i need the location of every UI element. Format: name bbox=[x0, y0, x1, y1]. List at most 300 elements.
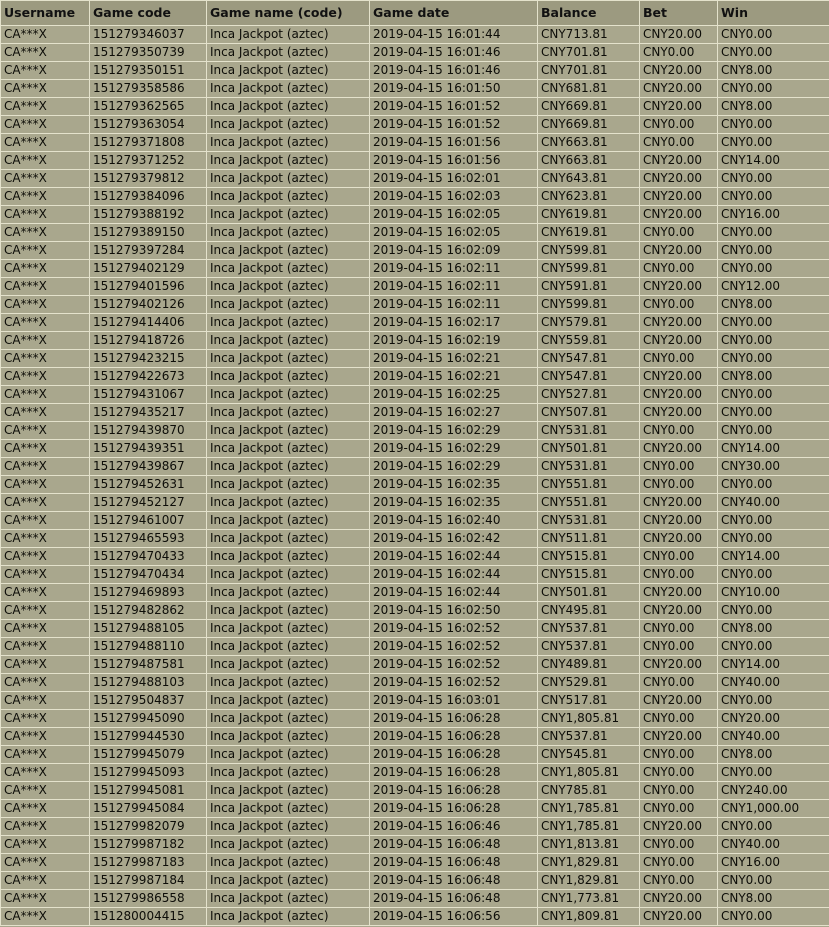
game-name-cell: Inca Jackpot (aztec) bbox=[207, 116, 370, 134]
game-code-cell: 151279482862 bbox=[90, 602, 207, 620]
balance-cell: CNY489.81 bbox=[538, 656, 640, 674]
bet-cell: CNY20.00 bbox=[640, 440, 718, 458]
game-code-cell: 151279986558 bbox=[90, 890, 207, 908]
game-name-cell: Inca Jackpot (aztec) bbox=[207, 476, 370, 494]
game-code-cell: 151279435217 bbox=[90, 404, 207, 422]
game-code-cell: 151279469893 bbox=[90, 584, 207, 602]
game-date-cell: 2019-04-15 16:06:28 bbox=[370, 782, 538, 800]
table-row bbox=[1, 836, 829, 854]
game-date-cell: 2019-04-15 16:02:05 bbox=[370, 224, 538, 242]
win-cell: CNY14.00 bbox=[718, 548, 829, 566]
username-cell: CA***X bbox=[1, 152, 90, 170]
game-name-cell: Inca Jackpot (aztec) bbox=[207, 98, 370, 116]
win-cell: CNY0.00 bbox=[718, 422, 829, 440]
balance-cell: CNY515.81 bbox=[538, 566, 640, 584]
game-date-cell: 2019-04-15 16:02:50 bbox=[370, 602, 538, 620]
game-code-cell: 151279944530 bbox=[90, 728, 207, 746]
game-code-cell: 151279987182 bbox=[90, 836, 207, 854]
win-cell: CNY0.00 bbox=[718, 134, 829, 152]
game-code-cell: 151279350151 bbox=[90, 62, 207, 80]
bet-cell: CNY0.00 bbox=[640, 422, 718, 440]
bet-cell: CNY20.00 bbox=[640, 386, 718, 404]
game-code-cell: 151279389150 bbox=[90, 224, 207, 242]
game-date-cell: 2019-04-15 16:02:40 bbox=[370, 512, 538, 530]
game-name-cell: Inca Jackpot (aztec) bbox=[207, 440, 370, 458]
game-name-cell: Inca Jackpot (aztec) bbox=[207, 242, 370, 260]
game-name-cell: Inca Jackpot (aztec) bbox=[207, 512, 370, 530]
win-cell: CNY0.00 bbox=[718, 530, 829, 548]
bet-cell: CNY0.00 bbox=[640, 836, 718, 854]
win-cell: CNY0.00 bbox=[718, 332, 829, 350]
username-cell: CA***X bbox=[1, 170, 90, 188]
win-cell: CNY20.00 bbox=[718, 710, 829, 728]
game-name-cell: Inca Jackpot (aztec) bbox=[207, 134, 370, 152]
game-code-cell: 151279945084 bbox=[90, 800, 207, 818]
username-cell: CA***X bbox=[1, 494, 90, 512]
table-row bbox=[1, 908, 829, 926]
username-cell: CA***X bbox=[1, 314, 90, 332]
game-code-cell: 151279439351 bbox=[90, 440, 207, 458]
username-cell: CA***X bbox=[1, 530, 90, 548]
username-cell: CA***X bbox=[1, 224, 90, 242]
username-cell: CA***X bbox=[1, 296, 90, 314]
game-code-cell: 151279350739 bbox=[90, 44, 207, 62]
column-header-username: Username bbox=[1, 1, 90, 26]
bet-cell: CNY0.00 bbox=[640, 710, 718, 728]
username-cell: CA***X bbox=[1, 476, 90, 494]
bet-cell: CNY0.00 bbox=[640, 224, 718, 242]
game-code-cell: 151279488105 bbox=[90, 620, 207, 638]
game-code-cell: 151279418726 bbox=[90, 332, 207, 350]
table-row bbox=[1, 638, 829, 656]
win-cell: CNY8.00 bbox=[718, 368, 829, 386]
win-cell: CNY0.00 bbox=[718, 386, 829, 404]
game-date-cell: 2019-04-15 16:06:56 bbox=[370, 908, 538, 926]
game-date-cell: 2019-04-15 16:02:27 bbox=[370, 404, 538, 422]
username-cell: CA***X bbox=[1, 278, 90, 296]
table-row bbox=[1, 764, 829, 782]
username-cell: CA***X bbox=[1, 116, 90, 134]
game-code-cell: 151279358586 bbox=[90, 80, 207, 98]
username-cell: CA***X bbox=[1, 620, 90, 638]
bet-cell: CNY20.00 bbox=[640, 278, 718, 296]
table-row bbox=[1, 296, 829, 314]
win-cell: CNY0.00 bbox=[718, 764, 829, 782]
game-name-cell: Inca Jackpot (aztec) bbox=[207, 872, 370, 890]
game-date-cell: 2019-04-15 16:02:29 bbox=[370, 422, 538, 440]
balance-cell: CNY1,829.81 bbox=[538, 872, 640, 890]
game-name-cell: Inca Jackpot (aztec) bbox=[207, 188, 370, 206]
bet-cell: CNY0.00 bbox=[640, 548, 718, 566]
bet-cell: CNY20.00 bbox=[640, 728, 718, 746]
username-cell: CA***X bbox=[1, 242, 90, 260]
game-code-cell: 151280004415 bbox=[90, 908, 207, 926]
win-cell: CNY8.00 bbox=[718, 296, 829, 314]
win-cell: CNY0.00 bbox=[718, 818, 829, 836]
table-row bbox=[1, 854, 829, 872]
win-cell: CNY0.00 bbox=[718, 116, 829, 134]
balance-cell: CNY701.81 bbox=[538, 44, 640, 62]
bet-cell: CNY0.00 bbox=[640, 674, 718, 692]
game-date-cell: 2019-04-15 16:02:35 bbox=[370, 494, 538, 512]
table-row bbox=[1, 188, 829, 206]
win-cell: CNY12.00 bbox=[718, 278, 829, 296]
username-cell: CA***X bbox=[1, 674, 90, 692]
game-name-cell: Inca Jackpot (aztec) bbox=[207, 692, 370, 710]
username-cell: CA***X bbox=[1, 638, 90, 656]
game-name-cell: Inca Jackpot (aztec) bbox=[207, 332, 370, 350]
win-cell: CNY40.00 bbox=[718, 728, 829, 746]
table-row bbox=[1, 224, 829, 242]
bet-cell: CNY20.00 bbox=[640, 152, 718, 170]
game-name-cell: Inca Jackpot (aztec) bbox=[207, 44, 370, 62]
table-row bbox=[1, 800, 829, 818]
win-cell: CNY0.00 bbox=[718, 260, 829, 278]
game-code-cell: 151279945090 bbox=[90, 710, 207, 728]
bet-cell: CNY20.00 bbox=[640, 656, 718, 674]
balance-cell: CNY619.81 bbox=[538, 224, 640, 242]
game-date-cell: 2019-04-15 16:06:48 bbox=[370, 854, 538, 872]
username-cell: CA***X bbox=[1, 818, 90, 836]
game-code-cell: 151279388192 bbox=[90, 206, 207, 224]
balance-cell: CNY579.81 bbox=[538, 314, 640, 332]
win-cell: CNY30.00 bbox=[718, 458, 829, 476]
game-code-cell: 151279465593 bbox=[90, 530, 207, 548]
username-cell: CA***X bbox=[1, 692, 90, 710]
table-row bbox=[1, 530, 829, 548]
username-cell: CA***X bbox=[1, 260, 90, 278]
balance-cell: CNY663.81 bbox=[538, 152, 640, 170]
game-name-cell: Inca Jackpot (aztec) bbox=[207, 710, 370, 728]
bet-cell: CNY20.00 bbox=[640, 206, 718, 224]
game-date-cell: 2019-04-15 16:06:48 bbox=[370, 890, 538, 908]
bet-cell: CNY20.00 bbox=[640, 584, 718, 602]
table-row bbox=[1, 692, 829, 710]
game-code-cell: 151279488103 bbox=[90, 674, 207, 692]
game-name-cell: Inca Jackpot (aztec) bbox=[207, 314, 370, 332]
game-name-cell: Inca Jackpot (aztec) bbox=[207, 260, 370, 278]
username-cell: CA***X bbox=[1, 134, 90, 152]
game-date-cell: 2019-04-15 16:02:21 bbox=[370, 350, 538, 368]
balance-cell: CNY599.81 bbox=[538, 242, 640, 260]
username-cell: CA***X bbox=[1, 440, 90, 458]
game-date-cell: 2019-04-15 16:02:25 bbox=[370, 386, 538, 404]
win-cell: CNY0.00 bbox=[718, 242, 829, 260]
table-row bbox=[1, 440, 829, 458]
win-cell: CNY8.00 bbox=[718, 746, 829, 764]
win-cell: CNY8.00 bbox=[718, 620, 829, 638]
game-name-cell: Inca Jackpot (aztec) bbox=[207, 728, 370, 746]
balance-cell: CNY619.81 bbox=[538, 206, 640, 224]
game-date-cell: 2019-04-15 16:06:28 bbox=[370, 800, 538, 818]
table-row bbox=[1, 620, 829, 638]
table-row bbox=[1, 260, 829, 278]
balance-cell: CNY531.81 bbox=[538, 422, 640, 440]
bet-cell: CNY20.00 bbox=[640, 512, 718, 530]
balance-cell: CNY785.81 bbox=[538, 782, 640, 800]
bet-cell: CNY20.00 bbox=[640, 818, 718, 836]
username-cell: CA***X bbox=[1, 872, 90, 890]
game-code-cell: 151279402129 bbox=[90, 260, 207, 278]
game-name-cell: Inca Jackpot (aztec) bbox=[207, 836, 370, 854]
balance-cell: CNY1,805.81 bbox=[538, 764, 640, 782]
header-row bbox=[1, 1, 829, 26]
game-date-cell: 2019-04-15 16:01:52 bbox=[370, 116, 538, 134]
bet-cell: CNY0.00 bbox=[640, 134, 718, 152]
column-header-game-code: Game code bbox=[90, 1, 207, 26]
username-cell: CA***X bbox=[1, 908, 90, 926]
table-row bbox=[1, 278, 829, 296]
table-row bbox=[1, 404, 829, 422]
bet-cell: CNY0.00 bbox=[640, 764, 718, 782]
win-cell: CNY0.00 bbox=[718, 908, 829, 926]
balance-cell: CNY591.81 bbox=[538, 278, 640, 296]
game-name-cell: Inca Jackpot (aztec) bbox=[207, 368, 370, 386]
game-date-cell: 2019-04-15 16:06:48 bbox=[370, 836, 538, 854]
bet-cell: CNY20.00 bbox=[640, 98, 718, 116]
game-name-cell: Inca Jackpot (aztec) bbox=[207, 656, 370, 674]
username-cell: CA***X bbox=[1, 404, 90, 422]
balance-cell: CNY545.81 bbox=[538, 746, 640, 764]
username-cell: CA***X bbox=[1, 836, 90, 854]
balance-cell: CNY599.81 bbox=[538, 260, 640, 278]
game-date-cell: 2019-04-15 16:02:21 bbox=[370, 368, 538, 386]
win-cell: CNY0.00 bbox=[718, 872, 829, 890]
game-code-cell: 151279402126 bbox=[90, 296, 207, 314]
bet-cell: CNY0.00 bbox=[640, 476, 718, 494]
game-name-cell: Inca Jackpot (aztec) bbox=[207, 80, 370, 98]
bet-cell: CNY20.00 bbox=[640, 332, 718, 350]
game-code-cell: 151279504837 bbox=[90, 692, 207, 710]
game-date-cell: 2019-04-15 16:01:46 bbox=[370, 44, 538, 62]
game-code-cell: 151279397284 bbox=[90, 242, 207, 260]
game-date-cell: 2019-04-15 16:02:29 bbox=[370, 458, 538, 476]
table-row bbox=[1, 242, 829, 260]
balance-cell: CNY1,829.81 bbox=[538, 854, 640, 872]
game-code-cell: 151279423215 bbox=[90, 350, 207, 368]
bet-cell: CNY0.00 bbox=[640, 854, 718, 872]
balance-cell: CNY1,813.81 bbox=[538, 836, 640, 854]
game-name-cell: Inca Jackpot (aztec) bbox=[207, 764, 370, 782]
table-row bbox=[1, 656, 829, 674]
table-row bbox=[1, 368, 829, 386]
username-cell: CA***X bbox=[1, 800, 90, 818]
game-code-cell: 151279414406 bbox=[90, 314, 207, 332]
game-name-cell: Inca Jackpot (aztec) bbox=[207, 818, 370, 836]
table-row bbox=[1, 350, 829, 368]
table-row bbox=[1, 80, 829, 98]
game-name-cell: Inca Jackpot (aztec) bbox=[207, 170, 370, 188]
win-cell: CNY8.00 bbox=[718, 98, 829, 116]
win-cell: CNY8.00 bbox=[718, 890, 829, 908]
table-row bbox=[1, 602, 829, 620]
game-code-cell: 151279371252 bbox=[90, 152, 207, 170]
table-row bbox=[1, 422, 829, 440]
username-cell: CA***X bbox=[1, 602, 90, 620]
table-row bbox=[1, 566, 829, 584]
username-cell: CA***X bbox=[1, 80, 90, 98]
game-name-cell: Inca Jackpot (aztec) bbox=[207, 422, 370, 440]
balance-cell: CNY1,785.81 bbox=[538, 818, 640, 836]
game-code-cell: 151279439867 bbox=[90, 458, 207, 476]
bet-cell: CNY20.00 bbox=[640, 170, 718, 188]
game-code-cell: 151279945093 bbox=[90, 764, 207, 782]
column-header-game-name: Game name (code) bbox=[207, 1, 370, 26]
table-row bbox=[1, 98, 829, 116]
bet-cell: CNY20.00 bbox=[640, 494, 718, 512]
game-name-cell: Inca Jackpot (aztec) bbox=[207, 584, 370, 602]
game-name-cell: Inca Jackpot (aztec) bbox=[207, 854, 370, 872]
table-row bbox=[1, 314, 829, 332]
game-date-cell: 2019-04-15 16:02:17 bbox=[370, 314, 538, 332]
username-cell: CA***X bbox=[1, 710, 90, 728]
win-cell: CNY14.00 bbox=[718, 152, 829, 170]
table-row bbox=[1, 62, 829, 80]
game-code-cell: 151279487581 bbox=[90, 656, 207, 674]
game-name-cell: Inca Jackpot (aztec) bbox=[207, 62, 370, 80]
table-header bbox=[1, 1, 829, 26]
game-name-cell: Inca Jackpot (aztec) bbox=[207, 26, 370, 44]
win-cell: CNY0.00 bbox=[718, 512, 829, 530]
username-cell: CA***X bbox=[1, 728, 90, 746]
game-code-cell: 151279384096 bbox=[90, 188, 207, 206]
game-date-cell: 2019-04-15 16:02:52 bbox=[370, 638, 538, 656]
balance-cell: CNY515.81 bbox=[538, 548, 640, 566]
game-name-cell: Inca Jackpot (aztec) bbox=[207, 530, 370, 548]
balance-cell: CNY599.81 bbox=[538, 296, 640, 314]
game-code-cell: 151279346037 bbox=[90, 26, 207, 44]
win-cell: CNY14.00 bbox=[718, 656, 829, 674]
game-name-cell: Inca Jackpot (aztec) bbox=[207, 350, 370, 368]
win-cell: CNY0.00 bbox=[718, 224, 829, 242]
balance-cell: CNY511.81 bbox=[538, 530, 640, 548]
bet-cell: CNY0.00 bbox=[640, 620, 718, 638]
table-row bbox=[1, 206, 829, 224]
bet-cell: CNY0.00 bbox=[640, 566, 718, 584]
win-cell: CNY0.00 bbox=[718, 314, 829, 332]
game-name-cell: Inca Jackpot (aztec) bbox=[207, 890, 370, 908]
table-row bbox=[1, 674, 829, 692]
win-cell: CNY0.00 bbox=[718, 350, 829, 368]
balance-cell: CNY559.81 bbox=[538, 332, 640, 350]
game-code-cell: 151279431067 bbox=[90, 386, 207, 404]
game-name-cell: Inca Jackpot (aztec) bbox=[207, 800, 370, 818]
balance-cell: CNY663.81 bbox=[538, 134, 640, 152]
bet-cell: CNY20.00 bbox=[640, 80, 718, 98]
bet-cell: CNY20.00 bbox=[640, 314, 718, 332]
game-name-cell: Inca Jackpot (aztec) bbox=[207, 404, 370, 422]
game-date-cell: 2019-04-15 16:06:28 bbox=[370, 710, 538, 728]
bet-cell: CNY20.00 bbox=[640, 62, 718, 80]
balance-cell: CNY507.81 bbox=[538, 404, 640, 422]
game-name-cell: Inca Jackpot (aztec) bbox=[207, 674, 370, 692]
game-date-cell: 2019-04-15 16:02:52 bbox=[370, 674, 538, 692]
game-name-cell: Inca Jackpot (aztec) bbox=[207, 494, 370, 512]
game-name-cell: Inca Jackpot (aztec) bbox=[207, 548, 370, 566]
win-cell: CNY240.00 bbox=[718, 782, 829, 800]
game-name-cell: Inca Jackpot (aztec) bbox=[207, 278, 370, 296]
game-date-cell: 2019-04-15 16:06:28 bbox=[370, 746, 538, 764]
username-cell: CA***X bbox=[1, 188, 90, 206]
game-date-cell: 2019-04-15 16:01:52 bbox=[370, 98, 538, 116]
username-cell: CA***X bbox=[1, 854, 90, 872]
win-cell: CNY0.00 bbox=[718, 80, 829, 98]
bet-cell: CNY20.00 bbox=[640, 530, 718, 548]
username-cell: CA***X bbox=[1, 422, 90, 440]
balance-cell: CNY537.81 bbox=[538, 728, 640, 746]
win-cell: CNY16.00 bbox=[718, 854, 829, 872]
table-row bbox=[1, 728, 829, 746]
balance-cell: CNY501.81 bbox=[538, 584, 640, 602]
game-name-cell: Inca Jackpot (aztec) bbox=[207, 458, 370, 476]
game-name-cell: Inca Jackpot (aztec) bbox=[207, 152, 370, 170]
balance-cell: CNY537.81 bbox=[538, 620, 640, 638]
game-code-cell: 151279452127 bbox=[90, 494, 207, 512]
bet-cell: CNY20.00 bbox=[640, 404, 718, 422]
game-code-cell: 151279362565 bbox=[90, 98, 207, 116]
bet-cell: CNY20.00 bbox=[640, 602, 718, 620]
username-cell: CA***X bbox=[1, 548, 90, 566]
win-cell: CNY40.00 bbox=[718, 674, 829, 692]
table-row bbox=[1, 386, 829, 404]
table-row bbox=[1, 548, 829, 566]
game-code-cell: 151279945079 bbox=[90, 746, 207, 764]
game-date-cell: 2019-04-15 16:02:44 bbox=[370, 584, 538, 602]
username-cell: CA***X bbox=[1, 350, 90, 368]
game-date-cell: 2019-04-15 16:06:28 bbox=[370, 728, 538, 746]
game-date-cell: 2019-04-15 16:02:52 bbox=[370, 656, 538, 674]
bet-cell: CNY20.00 bbox=[640, 242, 718, 260]
game-code-cell: 151279488110 bbox=[90, 638, 207, 656]
table-row bbox=[1, 746, 829, 764]
username-cell: CA***X bbox=[1, 98, 90, 116]
game-code-cell: 151279452631 bbox=[90, 476, 207, 494]
username-cell: CA***X bbox=[1, 386, 90, 404]
table-row bbox=[1, 584, 829, 602]
game-date-cell: 2019-04-15 16:06:48 bbox=[370, 872, 538, 890]
game-name-cell: Inca Jackpot (aztec) bbox=[207, 386, 370, 404]
game-name-cell: Inca Jackpot (aztec) bbox=[207, 206, 370, 224]
game-name-cell: Inca Jackpot (aztec) bbox=[207, 224, 370, 242]
game-name-cell: Inca Jackpot (aztec) bbox=[207, 296, 370, 314]
win-cell: CNY14.00 bbox=[718, 440, 829, 458]
game-date-cell: 2019-04-15 16:03:01 bbox=[370, 692, 538, 710]
game-date-cell: 2019-04-15 16:01:44 bbox=[370, 26, 538, 44]
game-name-cell: Inca Jackpot (aztec) bbox=[207, 782, 370, 800]
table-row bbox=[1, 134, 829, 152]
table-row bbox=[1, 818, 829, 836]
win-cell: CNY16.00 bbox=[718, 206, 829, 224]
bet-cell: CNY0.00 bbox=[640, 638, 718, 656]
username-cell: CA***X bbox=[1, 764, 90, 782]
game-date-cell: 2019-04-15 16:01:56 bbox=[370, 134, 538, 152]
table-row bbox=[1, 116, 829, 134]
win-cell: CNY0.00 bbox=[718, 566, 829, 584]
game-code-cell: 151279363054 bbox=[90, 116, 207, 134]
balance-cell: CNY537.81 bbox=[538, 638, 640, 656]
bet-cell: CNY20.00 bbox=[640, 188, 718, 206]
game-date-cell: 2019-04-15 16:02:35 bbox=[370, 476, 538, 494]
table-row bbox=[1, 332, 829, 350]
game-code-cell: 151279371808 bbox=[90, 134, 207, 152]
game-code-cell: 151279470434 bbox=[90, 566, 207, 584]
balance-cell: CNY1,809.81 bbox=[538, 908, 640, 926]
game-date-cell: 2019-04-15 16:06:46 bbox=[370, 818, 538, 836]
win-cell: CNY0.00 bbox=[718, 692, 829, 710]
balance-cell: CNY501.81 bbox=[538, 440, 640, 458]
win-cell: CNY0.00 bbox=[718, 476, 829, 494]
username-cell: CA***X bbox=[1, 512, 90, 530]
